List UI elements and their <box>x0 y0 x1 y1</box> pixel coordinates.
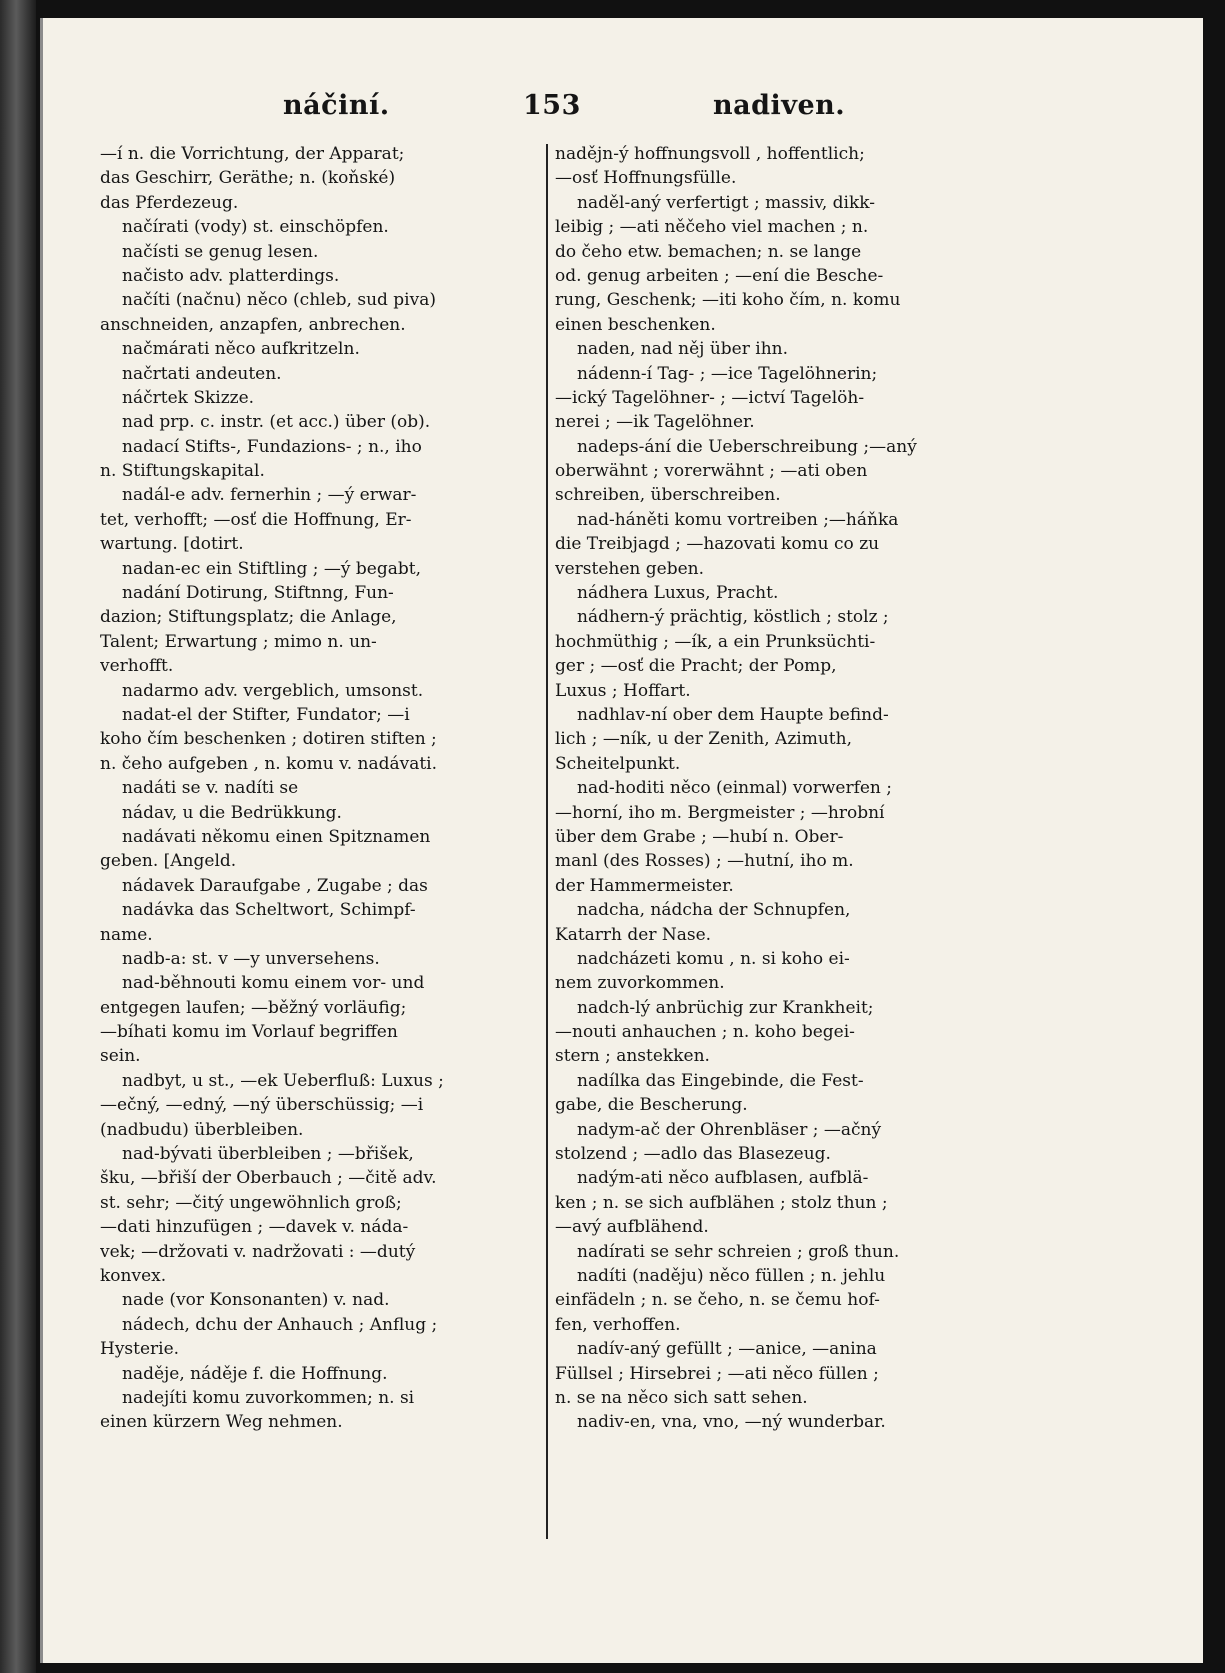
entry-line: geben. [Angeld. <box>100 851 237 872</box>
entry-line: nadíti (naděju) něco füllen ; n. jehlu <box>577 1265 886 1286</box>
entry-line: ken ; n. se sich aufblähen ; stolz thun ; <box>555 1192 888 1213</box>
entry-line: einen kürzern Weg nehmen. <box>100 1412 343 1433</box>
entry-line: das Geschirr, Geräthe; n. (koňské) <box>100 168 396 189</box>
entry-line: nem zuvorkommen. <box>555 973 725 994</box>
entry-line: —ečný, —edný, —ný überschüssig; —i <box>100 1095 424 1116</box>
entry-line: nadeps-ání die Ueberschreibung ;—aný <box>577 436 917 457</box>
entry-line: über dem Grabe ; —hubí n. Ober- <box>555 826 844 847</box>
entry-line: nad-běhnouti komu einem vor- und <box>122 973 425 994</box>
right-column <box>555 142 995 1435</box>
entry-line: nad-hoditi něco (einmal) vorwerfen ; <box>577 778 892 799</box>
entry-line: nadcha, nádcha der Schnupfen, <box>577 900 851 921</box>
entry-line: Katarrh der Nase. <box>555 924 712 945</box>
entry-line: st. sehr; —čitý ungewöhnlich groß; <box>100 1192 402 1213</box>
entry-line: Scheitelpunkt. <box>555 753 681 774</box>
entry-line: name. <box>100 924 153 945</box>
entry-line: —nouti anhauchen ; n. koho begei- <box>555 1022 855 1043</box>
entry-line: —í n. die Vorrichtung, der Apparat; <box>100 144 405 164</box>
entry-line: die Treibjagd ; —hazovati komu co zu <box>555 534 880 555</box>
entry-line: nade (vor Konsonanten) v. nad. <box>122 1290 390 1311</box>
entry-line: fen, verhoffen. <box>555 1314 681 1335</box>
entry-line: (nadbudu) überbleiben. <box>100 1119 304 1140</box>
entry-line: nadarmo adv. vergeblich, umsonst. <box>122 680 424 701</box>
entry-line: nadb-a: st. v —y unversehens. <box>122 948 380 969</box>
page-number: 153 <box>523 90 581 121</box>
entry-line: nadbyt, u st., —ek Ueberfluß: Luxus ; <box>122 1070 444 1091</box>
entry-line: nadací Stifts-, Fundazions- ; n., iho <box>122 436 422 457</box>
entry-line: rung, Geschenk; —iti koho čím, n. komu <box>555 290 901 311</box>
entry-line: konvex. <box>100 1265 167 1286</box>
entry-line: schreiben, überschreiben. <box>555 485 781 506</box>
entry-line: das Pferdezeug. <box>100 192 239 213</box>
entry-line: stolzend ; —adlo das Blasezeug. <box>555 1144 831 1165</box>
dictionary-page <box>40 18 1203 1663</box>
entry-line: Hysterie. <box>100 1339 180 1360</box>
entry-line: naden, nad něj über ihn. <box>577 339 788 360</box>
entry-line: náčrtek Skizze. <box>122 387 255 408</box>
entry-line: nadejíti komu zuvorkommen; n. si <box>122 1387 415 1408</box>
entry-line: nadílka das Eingebinde, die Fest- <box>577 1070 864 1091</box>
entry-line: nerei ; —ik Tagelöhner. <box>555 412 755 433</box>
entry-line: nadáti se v. nadíti se <box>122 778 299 799</box>
entry-line: nádhera Luxus, Pracht. <box>577 583 779 604</box>
entry-line: n. čeho aufgeben , n. komu v. nadávati. <box>100 753 438 774</box>
entry-line: nadání Dotirung, Stiftnng, Fun- <box>122 583 394 604</box>
entry-line: koho čím beschenken ; dotiren stiften ; <box>100 729 437 750</box>
entry-line: Talent; Erwartung ; mimo n. un- <box>100 631 377 652</box>
entry-line: anschneiden, anzapfen, anbrechen. <box>100 314 406 335</box>
entry-line: nadcházeti komu , n. si koho ei- <box>577 948 850 969</box>
entry-line: nadch-lý anbrüchig zur Krankheit; <box>577 997 874 1018</box>
entry-line: Luxus ; Hoffart. <box>555 680 691 701</box>
entry-line: nadírati se sehr schreien ; groß thun. <box>577 1241 900 1262</box>
entry-line: nádenn-í Tag- ; —ice Tagelöhnerin; <box>577 363 878 384</box>
entry-line: šku, —břiší der Oberbauch ; —čitě adv. <box>100 1168 437 1189</box>
entry-line: der Hammermeister. <box>555 875 734 896</box>
entry-line: nad-bývati überbleiben ; —břišek, <box>122 1144 414 1165</box>
entry-line: wartung. [dotirt. <box>100 534 244 555</box>
entry-line: Füllsel ; Hirsebrei ; —ati něco füllen ; <box>555 1363 879 1384</box>
column-divider <box>546 144 548 1539</box>
entry-line: gabe, die Bescherung. <box>555 1095 748 1116</box>
entry-line: nadiv-en, vna, vno, —ný wunderbar. <box>577 1412 886 1433</box>
entry-line: nadál-e adv. fernerhin ; —ý erwar- <box>122 485 417 506</box>
entry-line: do čeho etw. bemachen; n. se lange <box>555 241 862 262</box>
entry-line: n. Stiftungskapital. <box>100 461 265 482</box>
entry-line: oberwähnt ; vorerwähnt ; —ati oben <box>555 461 868 482</box>
entry-line: —bíhati komu im Vorlauf begriffen <box>100 1022 398 1043</box>
entry-line: nad-háněti komu vortreiben ;—háňka <box>577 509 899 530</box>
entry-line: ger ; —osť die Pracht; der Pomp, <box>555 656 837 677</box>
entry-line: verstehen geben. <box>555 558 705 579</box>
header-last-entry: nadiven. <box>713 90 846 121</box>
entry-line: n. se na něco sich satt sehen. <box>555 1387 808 1408</box>
entry-line: nadív-aný gefüllt ; —anice, —anina <box>577 1339 877 1360</box>
entry-line: hochmüthig ; —ík, a ein Prunksüchti- <box>555 631 876 652</box>
entry-line: nádech, dchu der Anhauch ; Anflug ; <box>122 1314 438 1335</box>
entry-line: vek; —držovati v. nadržovati : —dutý <box>100 1241 416 1262</box>
entry-line: od. genug arbeiten ; —ení die Besche- <box>555 265 884 286</box>
entry-line: načírati (vody) st. einschöpfen. <box>122 217 389 238</box>
entry-line: nadávati někomu einen Spitznamen <box>122 826 431 847</box>
entry-line: nadým-ati něco aufblasen, aufblä- <box>577 1168 869 1189</box>
entry-line: načrtati andeuten. <box>122 363 282 384</box>
entry-line: verhofft. <box>100 656 174 677</box>
entry-line: entgegen laufen; —běžný vorläufig; <box>100 997 407 1018</box>
entry-line: nádhern-ý prächtig, köstlich ; stolz ; <box>577 607 889 628</box>
entry-line: —horní, iho m. Bergmeister ; —hrobní <box>555 802 885 823</box>
entry-line: nadávka das Scheltwort, Schimpf- <box>122 900 416 921</box>
entry-line: stern ; anstekken. <box>555 1046 710 1067</box>
entry-line: nadym-ač der Ohrenbläser ; —ačný <box>577 1119 882 1140</box>
entry-line: naděje, náděje f. die Hoffnung. <box>122 1363 388 1384</box>
entry-line: tet, verhofft; —osť die Hoffnung, Er- <box>100 509 412 530</box>
entry-line: dazion; Stiftungsplatz; die Anlage, <box>100 607 397 628</box>
left-column <box>100 142 540 1435</box>
entry-line: manl (des Rosses) ; —hutní, iho m. <box>555 851 854 872</box>
entry-line: einen beschenken. <box>555 314 716 335</box>
entry-line: nadat-el der Stifter, Fundator; —i <box>122 704 410 725</box>
entry-line: naděјn-ý hoffnungsvoll , hoffentlich; <box>555 144 865 164</box>
entry-line: lich ; —ník, u der Zenith, Azimuth, <box>555 729 852 750</box>
entry-line: —ický Tagelöhner- ; —ictví Tagelöh- <box>555 387 865 408</box>
entry-line: sein. <box>100 1046 141 1067</box>
entry-line: —avý aufblähend. <box>555 1217 709 1238</box>
header-first-entry: náčiní. <box>283 90 390 121</box>
entry-line: načisto adv. platterdings. <box>122 265 340 286</box>
entry-line: načísti se genug lesen. <box>122 241 319 262</box>
entry-line: nadan-ec ein Stiftling ; —ý begabt, <box>122 558 421 579</box>
entry-line: nádavek Daraufgabe , Zugabe ; das <box>122 875 428 896</box>
entry-line: nádav, u die Bedrükkung. <box>122 802 342 823</box>
entry-line: načíti (načnu) něco (chleb, sud piva) <box>122 290 436 311</box>
entry-line: leibig ; —ati něčeho viel machen ; n. <box>555 217 869 238</box>
entry-line: nadhlav-ní ober dem Haupte befind- <box>577 704 889 725</box>
entry-line: nad prp. c. instr. (et acc.) über (ob). <box>122 412 431 433</box>
entry-line: einfädeln ; n. se čeho, n. se čemu hof- <box>555 1290 880 1311</box>
entry-line: naděl-aný verfertigt ; massiv, dikk- <box>577 192 875 213</box>
entry-line: načmárati něco aufkritzeln. <box>122 339 360 360</box>
entry-line: —dati hinzufügen ; —davek v. náda- <box>100 1217 409 1238</box>
book-binding-edge <box>0 0 36 1673</box>
page-header <box>43 90 1203 130</box>
entry-line: —osť Hoffnungsfülle. <box>555 168 737 189</box>
